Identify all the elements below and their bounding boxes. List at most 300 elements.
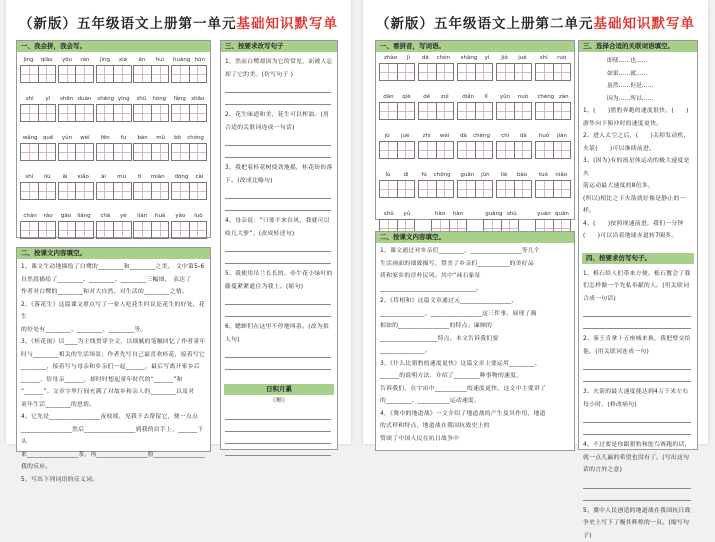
word-group <box>20 56 56 83</box>
pinyin-syllable: zhū <box>136 95 146 104</box>
writing-box[interactable] <box>133 104 169 122</box>
writing-box[interactable] <box>20 104 56 122</box>
pinyin-syllable: zhào <box>384 54 397 63</box>
char-cell[interactable] <box>152 144 169 160</box>
pinyin-syllable: ān <box>138 56 145 65</box>
word-group <box>96 134 132 161</box>
writing-box[interactable] <box>457 180 493 198</box>
answer-line[interactable] <box>225 419 331 420</box>
writing-box[interactable] <box>171 182 207 200</box>
pinyin-label <box>133 134 169 143</box>
writing-box[interactable] <box>457 102 493 120</box>
writing-box[interactable] <box>496 102 532 120</box>
char-cell[interactable] <box>21 144 39 160</box>
pinyin-label <box>171 173 207 182</box>
pinyin-syllable: shāng <box>461 54 478 63</box>
text-line: 2、《落花生》这篇课文重点写了一家人吃花生时议论花生的好处，花生 <box>17 299 210 324</box>
answer-line[interactable] <box>225 198 331 199</box>
pinyin-syllable: jiàn <box>557 132 567 141</box>
writing-box[interactable] <box>171 104 207 122</box>
char-cell[interactable] <box>134 183 152 199</box>
char-cell[interactable] <box>97 222 115 238</box>
char-cell[interactable] <box>419 64 437 80</box>
pinyin-syllable: jìng <box>100 56 110 65</box>
answer-line[interactable] <box>225 145 331 146</box>
char-cell[interactable] <box>134 222 152 238</box>
char-cell[interactable] <box>39 183 56 199</box>
word-group <box>496 171 532 198</box>
char-cell[interactable] <box>398 142 415 158</box>
pinyin-label <box>20 95 56 104</box>
pinyin-syllable: shēng <box>97 95 114 104</box>
char-cell[interactable] <box>419 181 437 197</box>
answer-line[interactable] <box>225 357 331 358</box>
answer-line[interactable] <box>583 381 691 382</box>
writing-box[interactable] <box>58 182 94 200</box>
pinyin-label <box>96 56 132 65</box>
pinyin-section <box>375 40 575 220</box>
answer-line[interactable] <box>583 328 691 329</box>
question-text: 3、火箭的最大速度能达到4万千米左右每小时。(修改病句) <box>579 386 697 411</box>
char-cell[interactable] <box>497 181 515 197</box>
char-cell[interactable] <box>380 181 398 197</box>
writing-box[interactable] <box>58 104 94 122</box>
char-cell[interactable] <box>419 142 437 158</box>
pinyin-label <box>379 54 415 63</box>
pinyin-label <box>418 93 454 102</box>
char-cell[interactable] <box>458 181 476 197</box>
pinyin-syllable: shēn <box>60 95 73 104</box>
answer-line[interactable] <box>583 434 691 435</box>
char-cell[interactable] <box>97 183 115 199</box>
char-cell[interactable] <box>536 181 554 197</box>
char-cell[interactable] <box>437 142 454 158</box>
text-line: ________________然后________________到我的肩手上，______下头 <box>17 424 210 449</box>
writing-box[interactable] <box>418 63 454 81</box>
writing-box[interactable] <box>96 65 132 83</box>
word-group <box>133 95 169 122</box>
pinyin-syllable: liáng <box>77 212 90 221</box>
char-cell[interactable] <box>380 64 398 80</box>
word-group <box>457 93 493 120</box>
pinyin-syllable: yì <box>485 54 490 63</box>
char-cell[interactable] <box>172 66 190 82</box>
pinyin-label <box>535 54 571 63</box>
pinyin-syllable: shí <box>540 54 548 63</box>
writing-box[interactable] <box>496 180 532 198</box>
char-cell[interactable] <box>476 103 493 119</box>
rewrite-section <box>220 40 338 450</box>
char-cell[interactable] <box>76 144 93 160</box>
section-header: 日积月累 <box>224 384 334 395</box>
pinyin-syllable: fú <box>421 171 426 180</box>
pinyin-label <box>483 210 519 219</box>
pinyin-syllable: mǔ <box>156 134 165 143</box>
pinyin-syllable: zàn <box>559 93 569 102</box>
char-cell[interactable] <box>536 103 554 119</box>
pinyin-label <box>418 54 454 63</box>
char-cell[interactable] <box>76 183 93 199</box>
char-cell[interactable] <box>59 222 77 238</box>
char-cell[interactable] <box>114 66 131 82</box>
char-cell[interactable] <box>437 103 454 119</box>
pinyin-label <box>418 132 454 141</box>
char-cell[interactable] <box>398 103 415 119</box>
pinyin-label <box>457 93 493 102</box>
pinyin-label <box>133 95 169 104</box>
pinyin-syllable: wǎng <box>23 134 38 143</box>
pinyin-label <box>20 212 56 221</box>
char-cell[interactable] <box>172 183 190 199</box>
char-cell[interactable] <box>114 144 131 160</box>
char-cell[interactable] <box>172 222 190 238</box>
pinyin-syllable: duàn <box>78 95 92 104</box>
writing-box[interactable] <box>535 180 571 198</box>
title-main: （新版）五年级语文上册第一单元 <box>19 16 237 32</box>
writing-box[interactable] <box>58 143 94 161</box>
pinyin-section <box>16 40 211 238</box>
pinyin-syllable: bàn <box>137 134 147 143</box>
section-header: 三、选择合适的关联词语填空。 <box>579 41 697 52</box>
char-cell[interactable] <box>39 222 56 238</box>
pinyin-syllable: chí <box>501 132 509 141</box>
word-group <box>133 173 169 200</box>
pinyin-syllable: jué <box>518 54 526 63</box>
text-line: 火箭( )可以继续前进。 <box>579 143 697 156</box>
pinyin-syllable: wèi <box>440 132 449 141</box>
section-header: 一、我会拼，我会写。 <box>17 41 210 52</box>
writing-box[interactable] <box>379 102 415 120</box>
char-cell[interactable] <box>134 105 152 121</box>
writing-box[interactable] <box>379 63 415 81</box>
answer-line[interactable] <box>225 443 331 444</box>
title-main: （新版）五年级语文上册第二单元 <box>376 16 594 32</box>
char-cell[interactable] <box>152 105 169 121</box>
char-cell[interactable] <box>497 142 515 158</box>
pinyin-syllable: wèi <box>80 134 89 143</box>
pinyin-label <box>171 134 207 143</box>
char-cell[interactable] <box>39 144 56 160</box>
writing-box[interactable] <box>457 63 493 81</box>
question-text: 3、我把着桂花树使劲地摇，桂花纷纷落下。(改成比喻句) <box>221 162 337 187</box>
text-line: 3、《桂花雨》以____为主线贯穿全文，以细腻的笔触回忆了作者童年 <box>17 336 210 349</box>
answer-line[interactable] <box>583 500 691 501</box>
char-cell[interactable] <box>76 105 93 121</box>
char-cell[interactable] <box>59 66 77 82</box>
pinyin-label <box>171 212 207 221</box>
writing-box[interactable] <box>418 102 454 120</box>
char-cell[interactable] <box>172 105 190 121</box>
writing-box[interactable] <box>418 141 454 159</box>
answer-line[interactable] <box>225 210 331 211</box>
word-group <box>96 173 132 200</box>
pinyin-label <box>535 93 571 102</box>
pinyin-syllable: āi <box>63 173 68 182</box>
text-line: 生活画面的细致描写，赞美了乡亲们__________的美好品 <box>376 258 574 271</box>
question-text: 5、我便用吊兰长长的、牵牛花小绿叶的藤蔓紧紧遮住为我上。(缩句) <box>221 268 337 293</box>
pinyin-syllable: zhí <box>423 132 431 141</box>
answer-line[interactable] <box>225 251 331 252</box>
text-line: ______，给母亲______，却时时想起童年时代的“______”和 <box>17 374 210 387</box>
answer-line[interactable] <box>583 316 691 317</box>
pinyin-syllable: chéng <box>537 93 554 102</box>
text-line: 童年生活________的思情。 <box>17 399 210 412</box>
char-cell[interactable] <box>76 222 93 238</box>
char-cell[interactable] <box>515 142 532 158</box>
answer-line[interactable] <box>225 369 331 370</box>
char-cell[interactable] <box>554 103 571 119</box>
char-cell[interactable] <box>21 183 39 199</box>
char-cell[interactable] <box>536 142 554 158</box>
writing-box[interactable] <box>133 65 169 83</box>
text-line: 样。 <box>579 205 697 218</box>
text-line: 4、《冀中的地道战》一文介绍了地道战的产生及其作用、地道 <box>376 408 574 421</box>
pinyin-label <box>535 132 571 141</box>
char-cell[interactable] <box>190 222 207 238</box>
pinyin-label <box>171 56 207 65</box>
answer-line[interactable] <box>225 316 331 317</box>
char-cell[interactable] <box>114 183 131 199</box>
text-line: 2、《将相和》这篇文章通过元________________、 <box>376 295 574 308</box>
fill-blank-section <box>375 231 575 451</box>
pinyin-syllable: yùn <box>62 134 72 143</box>
writing-box[interactable] <box>96 143 132 161</box>
char-cell[interactable] <box>114 222 131 238</box>
writing-box[interactable] <box>171 143 207 161</box>
writing-box[interactable] <box>379 180 415 198</box>
pinyin-syllable: huā <box>155 212 165 221</box>
writing-box[interactable] <box>535 141 571 159</box>
char-cell[interactable] <box>437 64 454 80</box>
pinyin-syllable: yī <box>45 95 50 104</box>
char-cell[interactable] <box>497 64 515 80</box>
char-cell[interactable] <box>59 183 77 199</box>
char-cell[interactable] <box>437 181 454 197</box>
text-line: 1、( )猎豹奔跑的速度很快，( ) <box>579 105 697 118</box>
pinyin-label <box>58 56 94 65</box>
word-group <box>58 95 94 122</box>
word-group <box>20 134 56 161</box>
char-cell[interactable] <box>536 64 554 80</box>
text-line: 3、《什么比猎豹的速度更快》这篇文章主要运用________、 <box>376 358 574 371</box>
writing-box[interactable] <box>171 221 207 239</box>
text-line: 箭运动最大速度的8倍多， <box>579 180 697 193</box>
writing-box[interactable] <box>20 65 56 83</box>
pinyin-syllable: xiǎo <box>77 173 89 182</box>
char-cell[interactable] <box>190 144 207 160</box>
writing-box[interactable] <box>20 182 56 200</box>
char-cell[interactable] <box>554 142 571 158</box>
char-cell[interactable] <box>39 66 56 82</box>
word-group <box>171 212 207 239</box>
writing-box[interactable] <box>496 141 532 159</box>
text-line: 游隼向下俯冲时的速度更快。 <box>579 118 697 131</box>
word-group <box>418 54 454 81</box>
char-cell[interactable] <box>97 144 115 160</box>
char-cell[interactable] <box>134 66 152 82</box>
pinyin-label <box>496 93 532 102</box>
unit1-worksheet <box>6 0 351 444</box>
char-cell[interactable] <box>458 64 476 80</box>
answer-line[interactable] <box>225 263 331 264</box>
char-cell[interactable] <box>554 64 571 80</box>
char-cell[interactable] <box>152 66 169 82</box>
char-cell[interactable] <box>476 142 493 158</box>
answer-line[interactable] <box>225 92 331 93</box>
word-group <box>58 173 94 200</box>
char-cell[interactable] <box>21 66 39 82</box>
char-cell[interactable] <box>152 222 169 238</box>
writing-box[interactable] <box>133 221 169 239</box>
word-group <box>379 93 415 120</box>
char-cell[interactable] <box>59 144 77 160</box>
writing-box[interactable] <box>20 221 56 239</box>
text-line: 1、课文通过对乡亲们________、________________等几个 <box>376 245 574 258</box>
char-cell[interactable] <box>497 103 515 119</box>
pinyin-syllable: hóng <box>152 95 166 104</box>
question-text: 4、不过要是你跟猎豹和鸵鸟赛跑的话，就一点儿赢的希望也没有了。(写出这句话的言外之意) <box>579 439 697 477</box>
word-group <box>20 173 56 200</box>
pinyin-syllable: lǐ <box>485 93 488 102</box>
pinyin-syllable: niǎo <box>555 171 567 180</box>
char-cell[interactable] <box>554 181 571 197</box>
worksheet-title <box>363 12 708 32</box>
text-line: ______________________________。 <box>376 283 574 296</box>
pinyin-syllable: yuán <box>537 210 551 219</box>
pinyin-syllable: dà <box>422 54 429 63</box>
char-cell[interactable] <box>398 64 415 80</box>
char-cell[interactable] <box>190 66 207 82</box>
char-cell[interactable] <box>380 142 398 158</box>
pinyin-syllable: yú <box>403 210 410 219</box>
char-cell[interactable] <box>21 105 39 121</box>
char-cell[interactable] <box>21 222 39 238</box>
word-group <box>457 171 493 198</box>
pinyin-syllable: jì <box>407 54 410 63</box>
writing-box[interactable] <box>171 65 207 83</box>
word-group <box>96 95 132 122</box>
char-cell[interactable] <box>398 181 415 197</box>
word-group <box>133 212 169 239</box>
pinyin-label <box>96 95 132 104</box>
pinyin-label <box>379 132 415 141</box>
writing-box[interactable] <box>418 180 454 198</box>
char-cell[interactable] <box>476 181 493 197</box>
writing-box[interactable] <box>457 141 493 159</box>
pinyin-syllable: dé <box>423 93 430 102</box>
writing-box[interactable] <box>496 63 532 81</box>
writing-box[interactable] <box>133 143 169 161</box>
pinyin-syllable: hào <box>435 210 445 219</box>
pinyin-syllable: liú <box>44 173 51 182</box>
pinyin-syllable: chōng <box>434 171 451 180</box>
char-cell[interactable] <box>39 105 56 121</box>
pinyin-label <box>535 210 571 219</box>
char-cell[interactable] <box>97 105 115 121</box>
word-group <box>535 171 571 198</box>
word-group <box>535 54 571 81</box>
pinyin-syllable: yǔn <box>500 93 510 102</box>
writing-box[interactable] <box>58 221 94 239</box>
pinyin-syllable: gāo <box>61 212 71 221</box>
pinyin-syllable: yìng <box>118 95 130 104</box>
char-cell[interactable] <box>419 103 437 119</box>
title-highlight: 基础知识默写单 <box>594 16 696 32</box>
char-cell[interactable] <box>380 103 398 119</box>
word-group <box>496 93 532 120</box>
title-highlight: 基础知识默写单 <box>237 16 339 32</box>
char-cell[interactable] <box>172 144 190 160</box>
conjunction-section <box>578 40 698 450</box>
writing-box[interactable] <box>379 141 415 159</box>
question-text: 1、然而白鹭却因为它的常见，而被人忘却了它的美。(仿写句子 ) <box>221 56 337 81</box>
pinyin-label <box>496 132 532 141</box>
writing-box[interactable] <box>96 182 132 200</box>
answer-line[interactable] <box>225 431 331 432</box>
char-cell[interactable] <box>190 105 207 121</box>
pinyin-syllable: chóng <box>187 134 204 143</box>
char-cell[interactable] <box>114 105 131 121</box>
char-cell[interactable] <box>458 103 476 119</box>
text-line: 来________________茶，再________________脸________________我的反应。 <box>17 449 210 474</box>
answer-line[interactable] <box>583 488 691 489</box>
char-cell[interactable] <box>515 64 532 80</box>
pinyin-label <box>457 171 493 180</box>
char-cell[interactable] <box>458 142 476 158</box>
pinyin-syllable: shì <box>26 95 34 104</box>
writing-box[interactable] <box>20 143 56 161</box>
char-cell[interactable] <box>97 66 115 82</box>
char-cell[interactable] <box>190 183 207 199</box>
char-cell[interactable] <box>515 103 532 119</box>
word-group <box>96 212 132 239</box>
writing-box[interactable] <box>535 102 571 120</box>
fill-blank-section <box>16 247 211 452</box>
answer-line[interactable] <box>225 157 331 158</box>
conjunction-pair: 如果……就…… <box>579 68 697 81</box>
writing-box[interactable] <box>58 65 94 83</box>
question-text: 2、秦王肯拿十五座城来换，我把璧交给他。(用关联词连成一句) <box>579 333 697 358</box>
pinyin-syllable: hàn <box>453 210 463 219</box>
char-cell[interactable] <box>76 66 93 82</box>
pinyin-label <box>457 54 493 63</box>
pinyin-syllable: tuó <box>539 171 548 180</box>
answer-line[interactable] <box>225 304 331 305</box>
word-group <box>171 56 207 83</box>
writing-box[interactable] <box>96 104 132 122</box>
char-cell[interactable] <box>152 183 169 199</box>
writing-box[interactable] <box>535 63 571 81</box>
answer-line[interactable] <box>583 369 691 370</box>
pinyin-label <box>58 173 94 182</box>
answer-line[interactable] <box>225 455 331 456</box>
char-cell[interactable] <box>476 64 493 80</box>
word-group <box>535 93 571 120</box>
pinyin-syllable: ài <box>101 173 106 182</box>
writing-box[interactable] <box>133 182 169 200</box>
answer-line[interactable] <box>583 422 691 423</box>
char-cell[interactable] <box>515 181 532 197</box>
text-line: 相如的________________的特点；廉颇的 <box>376 320 574 333</box>
answer-line[interactable] <box>225 104 331 105</box>
char-cell[interactable] <box>134 144 152 160</box>
writing-box[interactable] <box>96 221 132 239</box>
pinyin-label <box>58 134 94 143</box>
char-cell[interactable] <box>59 105 77 121</box>
worksheet-title <box>6 12 351 32</box>
pinyin-syllable: shí <box>25 173 33 182</box>
pinyin-syllable: dōng <box>175 173 189 182</box>
